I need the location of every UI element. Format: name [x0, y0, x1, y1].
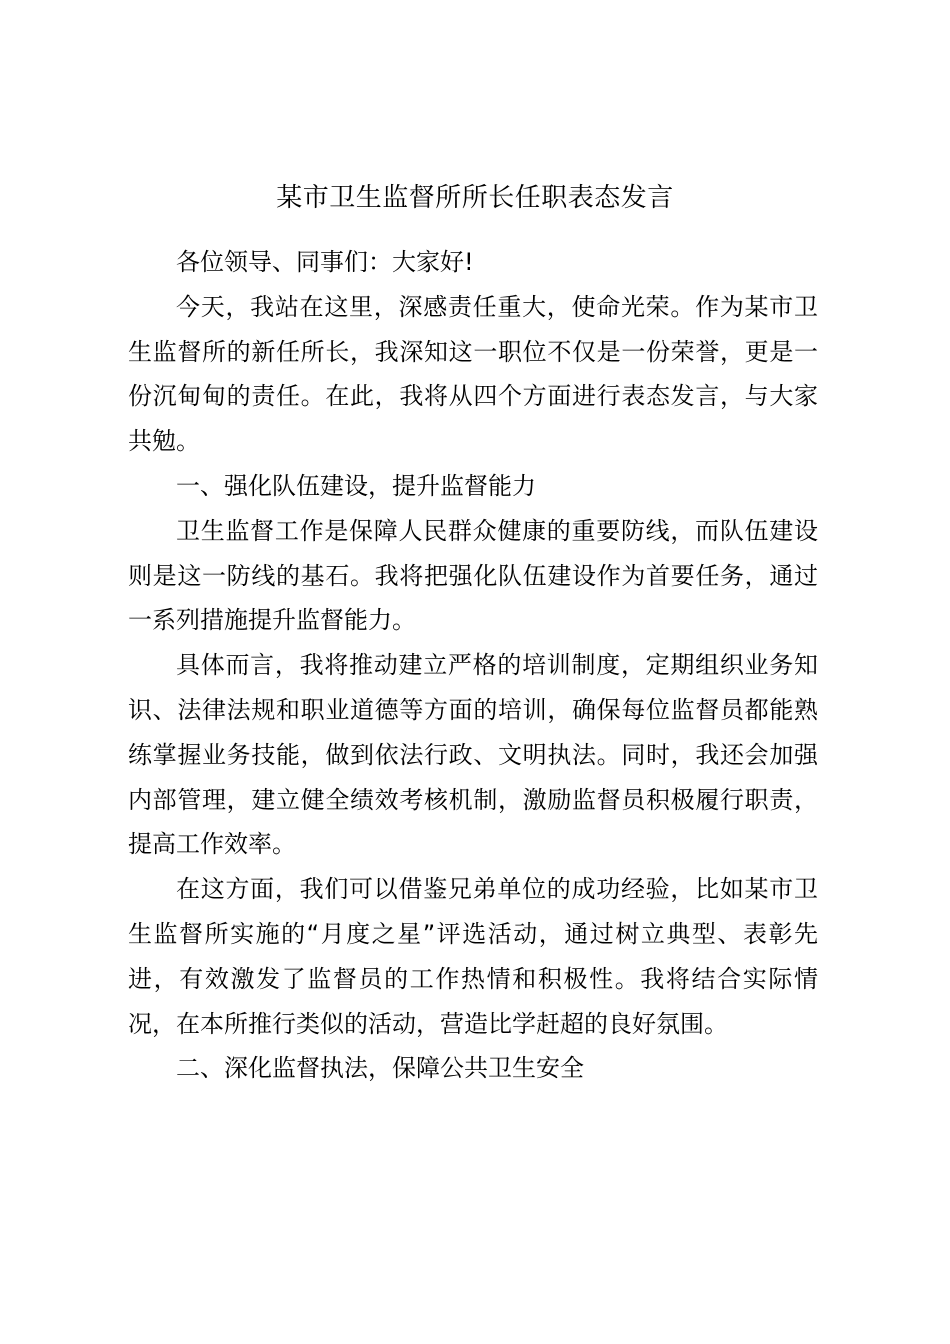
- document-body: [128, 240, 818, 1091]
- body-paragraph: 在这方面，我们可以借鉴兄弟单位的成功经验，比如某市卫生监督所实施的“月度之星”评选活动，通过树立典型、表彰先进，有效激发了监督员的工作热情和积极性。我将结合实际情况，在本所推行类似的活动，营造比学赶超的良好氛围。: [128, 875, 818, 1038]
- body-paragraph: 具体而言，我将推动建立严格的培训制度，定期组织业务知识、法律法规和职业道德等方面的培训，确保每位监督员都能熟练掌握业务技能，做到依法行政、文明执法。同时，我还会加强内部管理，建立健全绩效考核机制，激励监督员积极履行职责，提高工作效率。: [128, 651, 818, 859]
- section-heading-2: 二、深化监督执法，保障公共卫生安全: [176, 1054, 584, 1083]
- greeting-paragraph: 各位领导、同事们：大家好!: [176, 248, 474, 276]
- intro-paragraph: 今天，我站在这里，深感责任重大，使命光荣。作为某市卫生监督所的新任所长，我深知这一职位不仅是一份荣誉，更是一份沉甸甸的责任。在此，我将从四个方面进行表态发言，与大家共勉。: [128, 292, 818, 456]
- document-title: 某市卫生监督所所长任职表态发言: [276, 183, 674, 213]
- section-heading-1: 一、强化队伍建设，提升监督能力: [176, 471, 536, 500]
- body-paragraph: 卫生监督工作是保障人民群众健康的重要防线，而队伍建设则是这一防线的基石。我将把强化队伍建设作为首要任务，通过一系列措施提升监督能力。: [128, 516, 818, 635]
